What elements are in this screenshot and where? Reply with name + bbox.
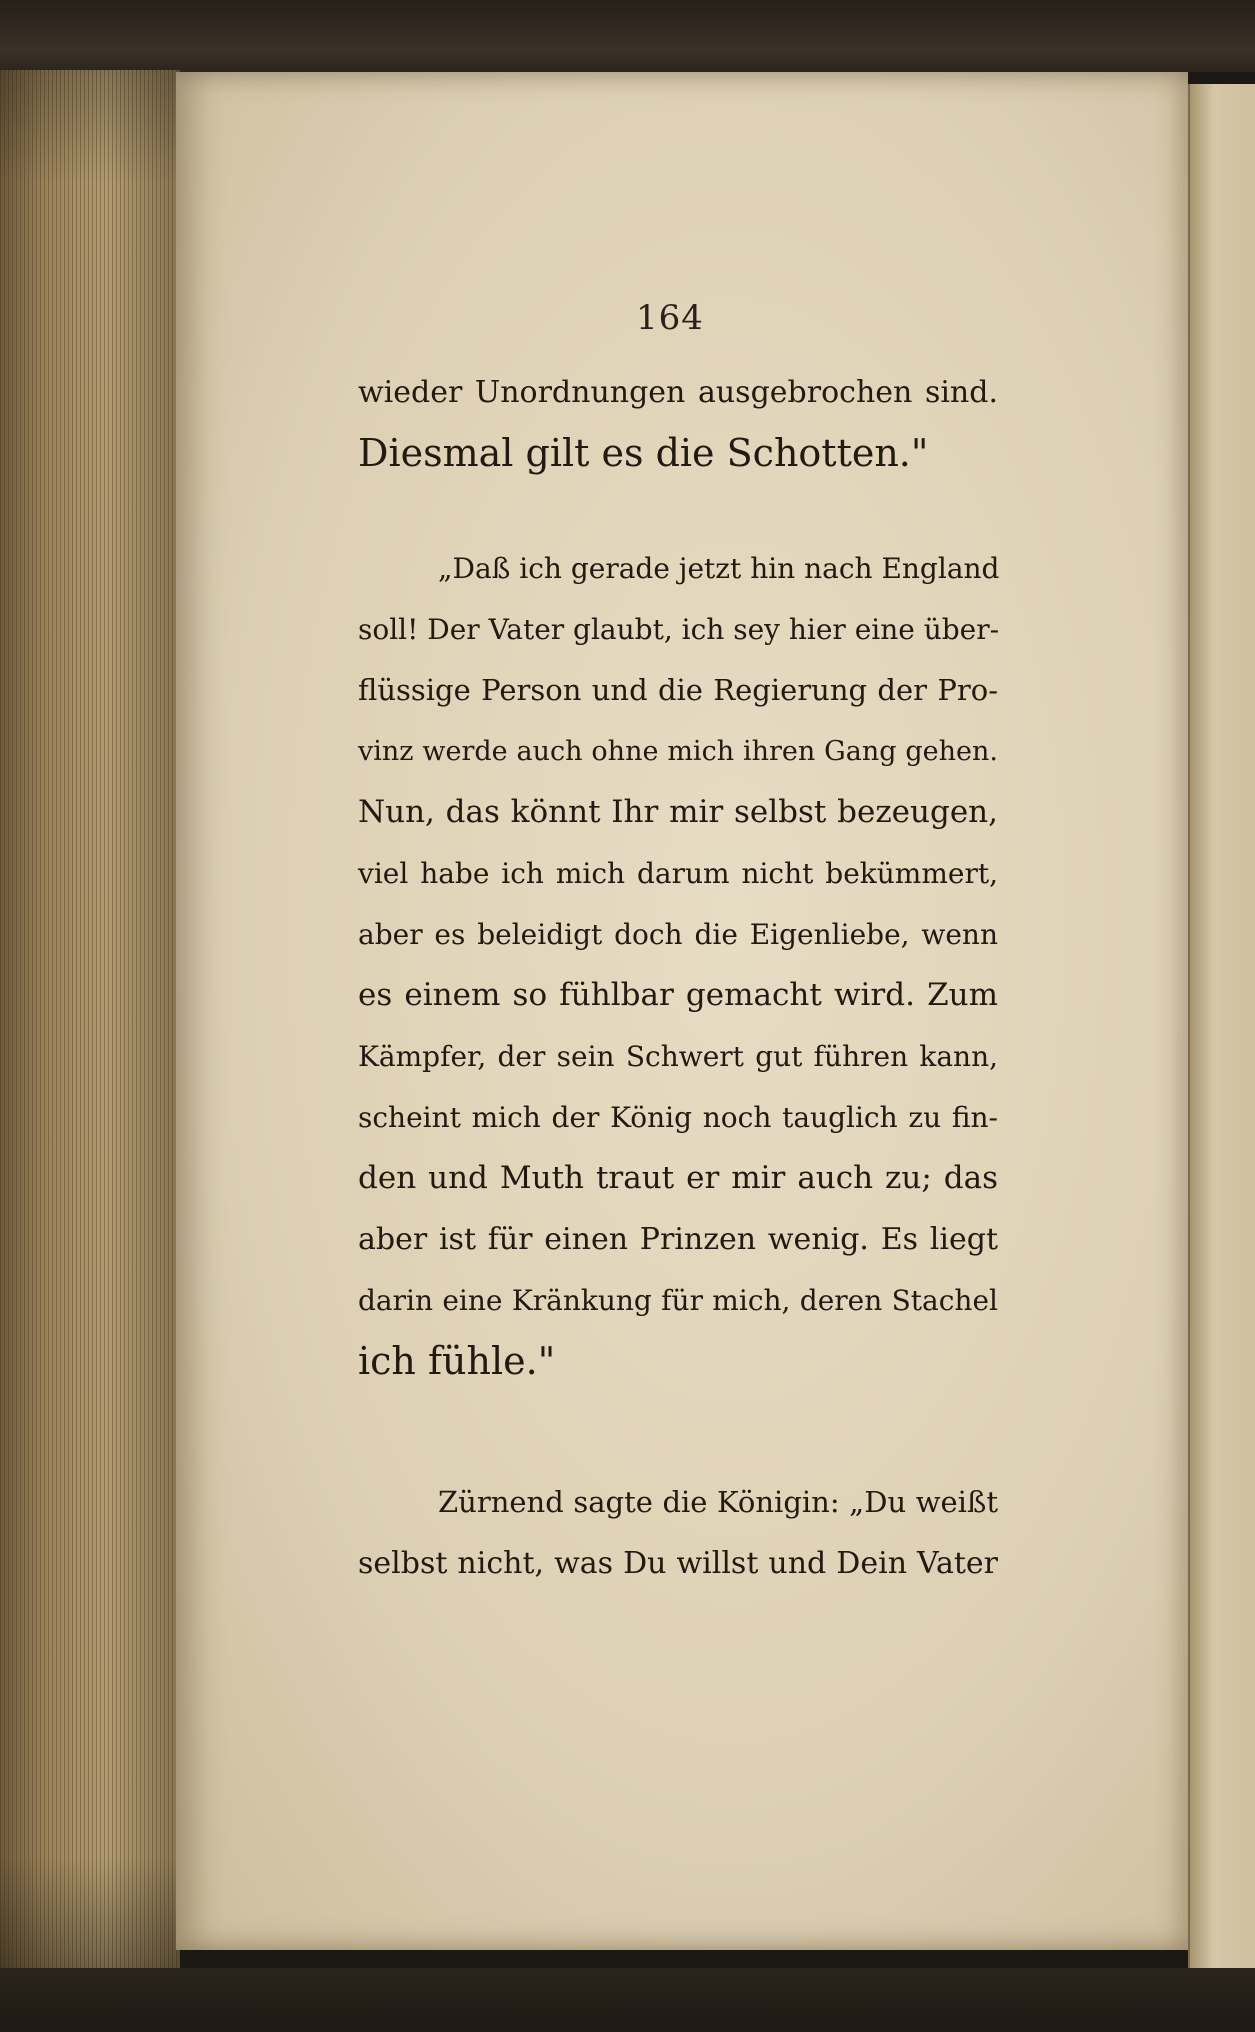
text-line: den und Muth traut er mir auch zu; das	[358, 1160, 998, 1196]
text-line: Diesmal gilt es die Schotten."	[358, 431, 929, 475]
text-line: selbst nicht, was Du willst und Dein Vater	[358, 1546, 998, 1581]
text-line: darin eine Kränkung für mich, deren Stachel	[358, 1284, 998, 1317]
text-line: wieder Unordnungen ausgebrochen sind.	[358, 375, 998, 410]
text-line: flüssige Person und die Regierung der Pro-	[358, 673, 998, 707]
book-cover-top	[0, 0, 1255, 72]
page-edges	[0, 70, 180, 1970]
page-text	[358, 362, 998, 1594]
facing-page-edge	[1188, 84, 1255, 1974]
paragraph-gap	[358, 1392, 998, 1472]
book-page	[176, 72, 1188, 1950]
text-line: aber es beleidigt doch die Eigenliebe, wenn	[358, 918, 998, 951]
text-line: aber ist für einen Prinzen wenig. Es liegt	[358, 1222, 998, 1257]
book-cover-bottom	[0, 1968, 1255, 2032]
text-line: Zürnend sagte die Königin: „Du weißt	[438, 1485, 998, 1519]
text-line: vinz werde auch ohne mich ihren Gang gehen.	[358, 736, 998, 767]
text-line: es einem so fühlbar gemacht wird. Zum	[358, 977, 998, 1013]
text-line: viel habe ich mich darum nicht bekümmert,	[358, 857, 998, 890]
page-number: 164	[636, 298, 704, 338]
text-line: ich fühle."	[358, 1339, 556, 1383]
text-line: Nun, das könnt Ihr mir selbst bezeugen,	[358, 794, 998, 830]
text-line: Kämpfer, der sein Schwert gut führen kann,	[358, 1040, 998, 1073]
text-line: soll! Der Vater glaubt, ich sey hier eine über-	[358, 613, 1000, 646]
text-line: scheint mich der König noch tauglich zu fin-	[358, 1101, 998, 1134]
text-line: „Daß ich gerade jetzt hin nach England	[438, 552, 1000, 585]
paragraph-gap	[358, 484, 998, 538]
